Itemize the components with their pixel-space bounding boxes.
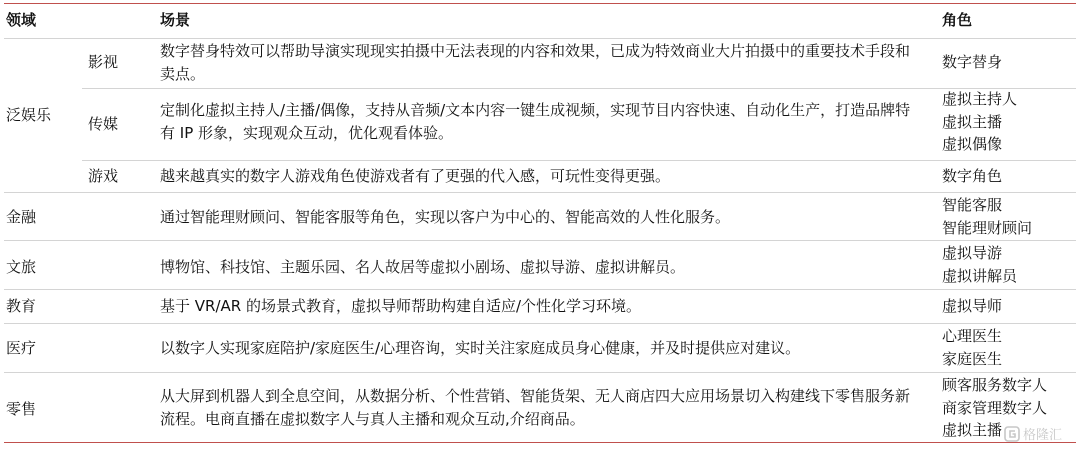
subdomain-cell: 影视 — [88, 53, 119, 71]
scene-cell: 定制化虚拟主持人/主播/偶像，支持从音频/文本内容一键生成视频，实现节目内容快速、自动化生产，打造品牌特有 IP 形象，实现观众互动，优化观看体验。 — [160, 101, 911, 142]
role-cell — [942, 51, 1078, 74]
scene-cell: 从大屏到机器人到全息空间，从数据分析、个性营销、智能货架、无人商店四大应用场景切入构建线下零售服务新流程。电商直播在虚拟数字人与真人主播和观众互动,介绍商品。 — [160, 387, 911, 428]
domain-cell: 教育 — [6, 297, 37, 315]
role-cell — [942, 88, 1078, 156]
row-divider — [4, 289, 1076, 290]
row-divider — [4, 323, 1076, 324]
role-item: 虚拟主持人 — [942, 90, 1018, 108]
subdomain-cell: 传媒 — [88, 115, 119, 133]
role-item: 智能客服 — [942, 196, 1003, 214]
role-item: 数字角色 — [942, 167, 1003, 185]
role-item: 家庭医生 — [942, 349, 1003, 368]
watermark-text: 格隆汇 — [1023, 428, 1063, 443]
header-domain: 领域 — [6, 11, 37, 29]
role-item: 顾客服务数字人 — [942, 376, 1048, 394]
scene-cell: 数字替身特效可以帮助导演实现现实拍摄中无法表现的内容和效果，已成为特效商业大片拍摄中的重要技术手段和卖点。 — [160, 42, 911, 83]
scene-cell: 越来越真实的数字人游戏角色使游戏者有了更强的代入感，可玩性变得更强。 — [160, 167, 671, 185]
scene-cell: 博物馆、科技馆、主题乐园、名人故居等虚拟小剧场、虚拟导游、虚拟讲解员。 — [160, 258, 686, 276]
role-item: 虚拟导游 — [942, 244, 1003, 262]
subdomain-cell: 游戏 — [88, 167, 119, 185]
role-cell — [942, 325, 1078, 370]
table-bottom-rule — [4, 442, 1076, 443]
role-item: 虚拟主播 — [942, 112, 1003, 131]
role-cell — [942, 165, 1078, 188]
domain-cell: 金融 — [6, 208, 37, 226]
domain-cell: 文旅 — [6, 258, 37, 276]
role-item: 虚拟导师 — [942, 297, 1003, 315]
role-cell — [942, 242, 1078, 287]
scene-cell: 基于 VR/AR 的场景式教育，虚拟导师帮助构建自适应/个性化学习环境。 — [160, 297, 642, 315]
role-item: 虚拟偶像 — [942, 135, 1003, 153]
role-item: 商家管理数字人 — [942, 398, 1048, 417]
row-divider — [4, 240, 1076, 241]
domain-cell: 零售 — [6, 400, 37, 418]
role-item: 智能理财顾问 — [942, 218, 1033, 237]
header-divider — [4, 38, 1076, 39]
role-item: 虚拟讲解员 — [942, 266, 1018, 285]
scene-cell: 通过智能理财顾问、智能客服等角色，实现以客户为中心的、智能高效的人性化服务。 — [160, 208, 731, 226]
scene-cell: 以数字人实现家庭陪护/家庭医生/心理咨询，实时关注家庭成员身心健康，并及时提供应对建议。 — [160, 339, 801, 357]
watermark — [1004, 424, 1062, 443]
table-top-rule — [4, 3, 1076, 4]
header-role: 角色 — [942, 11, 973, 29]
row-divider — [82, 88, 1076, 89]
role-cell — [942, 194, 1078, 239]
role-item: 虚拟主播 — [942, 421, 1003, 439]
gelonghui-logo-icon — [1004, 426, 1020, 442]
role-item: 心理医生 — [942, 327, 1003, 345]
role-cell — [942, 295, 1078, 318]
row-divider — [4, 372, 1076, 373]
domain-cell: 泛娱乐 — [6, 106, 52, 124]
header-scene: 场景 — [160, 11, 191, 29]
row-divider — [82, 160, 1076, 161]
row-divider — [4, 192, 1076, 193]
domain-cell: 医疗 — [6, 339, 37, 357]
role-item: 数字替身 — [942, 53, 1003, 71]
